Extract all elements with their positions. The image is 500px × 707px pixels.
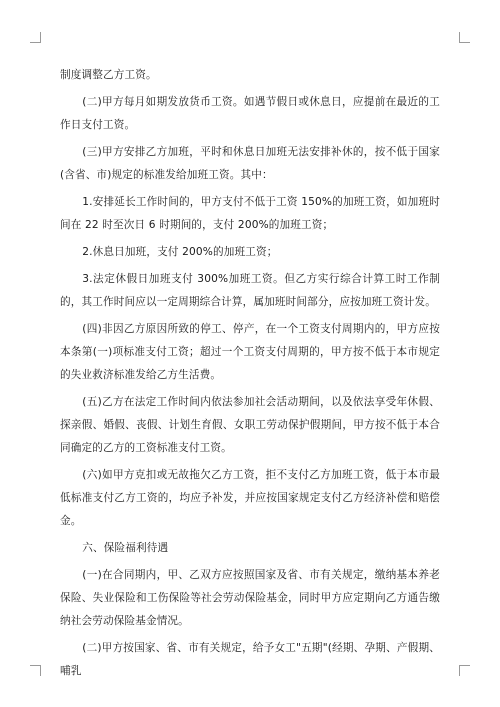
paragraph-overtime-item-1: 1.安排延长工作时间的，甲方支付不低于工资 150%的加班工资，如加班时间在 22 时至次日 6 时期间的，支付 200%的加班工资；	[60, 196, 440, 231]
crop-mark-top-right	[459, 32, 470, 43]
document-body	[60, 64, 440, 687]
crop-mark-bottom-right	[459, 665, 470, 676]
section-heading-insurance: 六、保险福利待遇	[82, 542, 169, 554]
paragraph-wage-arrears: (六)如甲方克扣或无故拖欠乙方工资，拒不支付乙方加班工资，低于本市最低标准支付乙方工资的，均应予补发，并应按国家规定支付乙方经济补偿和赔偿金。	[60, 469, 440, 527]
crop-mark-bottom-left	[30, 665, 41, 676]
paragraph-wage-payment: (二)甲方每月如期发放货币工资。如遇节假日或休息日，应提前在最近的工作日支付工资。	[60, 96, 440, 131]
paragraph-social-insurance: (一)在合同期内，甲、乙双方应按照国家及省、市有关规定，缴纳基本养老保险、失业保险和工伤保险等社会劳动保险基金，同时甲方应定期向乙方通告缴纳社会劳动保险基金情况。	[60, 569, 440, 627]
paragraph-overtime-item-2: 2.休息日加班，支付 200%的加班工资；	[82, 246, 278, 258]
paragraph-continuation: 制度调整乙方工资。	[60, 69, 157, 81]
paragraph-female-workers: (二)甲方按国家、省、市有关规定，给予女工"五期"(经期、孕期、产假期、哺乳	[60, 642, 440, 677]
paragraph-work-stoppage: (四)非因乙方原因所致的停工、停产，在一个工资支付周期内的，甲方应按本条第(一)项标准支付工资；超过一个工资支付周期的，甲方按不低于本市规定的失业救济标准发给乙方生活费。	[60, 323, 440, 381]
crop-mark-top-left	[30, 32, 41, 43]
paragraph-leave-pay: (五)乙方在法定工作时间内依法参加社会活动期间，以及依法享受年休假、探亲假、婚假、丧假、计划生育假、女职工劳动保护假期间，甲方按不低于本合同确定的乙方的工资标准支付工资。	[60, 396, 440, 454]
paragraph-overtime-item-3: 3.法定休假日加班支付 300%加班工资。但乙方实行综合计算工时工作制的，其工作时间应以一定周期综合计算，属加班时间部分，应按加班工资计发。	[60, 273, 440, 308]
paragraph-overtime: (三)甲方安排乙方加班，平时和休息日加班无法安排补休的，按不低于国家(含省、市)规定的标准发给加班工资。其中：	[60, 146, 440, 181]
